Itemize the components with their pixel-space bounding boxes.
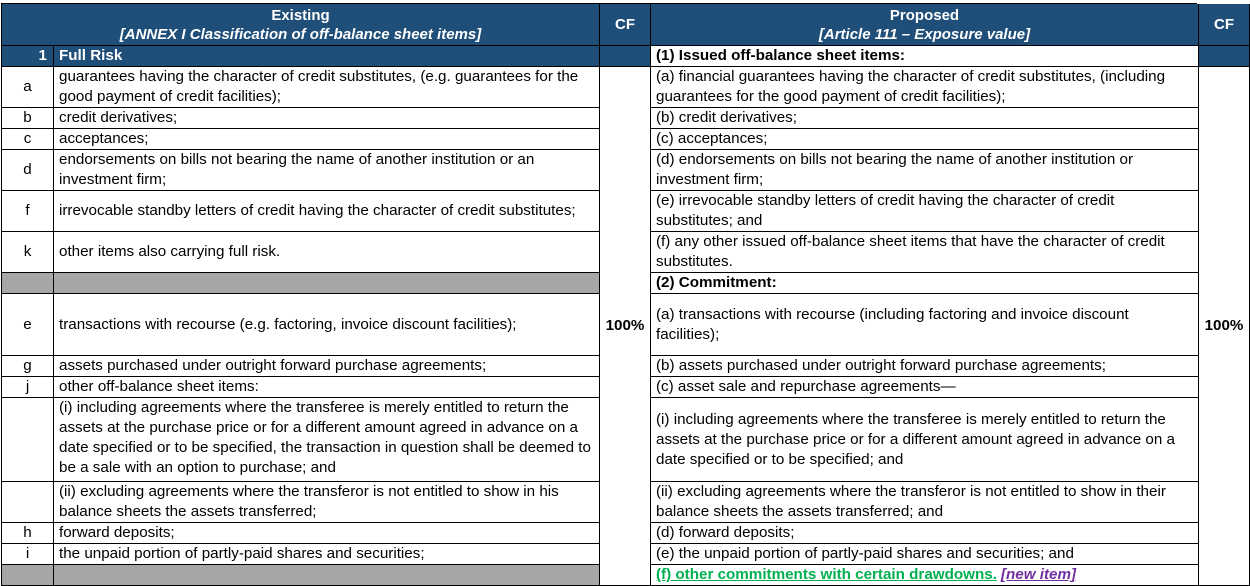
proposed-row-text: (d) forward deposits; (651, 523, 1199, 544)
proposed-section2-title: (2) Commitment: (651, 273, 1199, 294)
existing-row-text: assets purchased under outright forward purchase agreements; (54, 356, 600, 377)
existing-row-letter: g (2, 356, 54, 377)
proposed-row-text: (i) including agreements where the transferee is merely entitled to return the assets at the purchase price or for a different amount agreed in advance on a date specified or to be specified; and (651, 398, 1199, 482)
proposed-row-text: (c) asset sale and repurchase agreements— (651, 377, 1199, 398)
existing-cf-value: 100% (600, 67, 651, 586)
existing-row-text: acceptances; (54, 129, 600, 150)
existing-row-letter: e (2, 294, 54, 356)
existing-grey-spacer (2, 273, 54, 294)
existing-section-title: Full Risk (54, 46, 600, 67)
comparison-table (1, 3, 1244, 586)
proposed-new-item-row (651, 565, 1199, 586)
proposed-row-text: (e) the unpaid portion of partly-paid shares and securities; and (651, 544, 1199, 565)
existing-row-letter (2, 482, 54, 523)
existing-row-letter: a (2, 67, 54, 108)
existing-row-letter: h (2, 523, 54, 544)
proposed-row-text: (ii) excluding agreements where the transferor is not entitled to show in their balance sheets the assets transferred; and (651, 482, 1199, 523)
existing-row-text: forward deposits; (54, 523, 600, 544)
existing-row-letter: b (2, 108, 54, 129)
existing-row-letter: d (2, 150, 54, 191)
proposed-new-item-text: (f) other commitments with certain drawdowns. (656, 566, 997, 583)
proposed-header (651, 4, 1199, 46)
proposed-row-text: (a) transactions with recourse (including factoring and invoice discount facilities); (651, 294, 1199, 356)
existing-row-text: (ii) excluding agreements where the transferor is not entitled to show in his balance sheets the assets transferred; (54, 482, 600, 523)
existing-row-letter: i (2, 544, 54, 565)
existing-title: Existing (271, 6, 330, 24)
existing-row-text: other off-balance sheet items: (54, 377, 600, 398)
proposed-section1-title: (1) Issued off-balance sheet items: (651, 46, 1199, 67)
proposed-cf-header: CF (1199, 4, 1250, 46)
new-item-tag: [new item] (1000, 566, 1077, 583)
proposed-cf-value: 100% (1199, 67, 1250, 586)
existing-header (2, 4, 600, 46)
existing-cf-section-cell (600, 46, 651, 67)
existing-subtitle: [ANNEX I Classification of off-balance sheet items] (119, 25, 482, 43)
proposed-cf-section-cell (1199, 46, 1250, 67)
existing-row-letter (2, 398, 54, 482)
existing-row-text: (i) including agreements where the transferee is merely entitled to return the assets at the purchase price or for a different amount agreed in advance on a date specified or to be specified, the transaction in question shall be deemed to be a sale with an option to purchase; and (54, 398, 600, 482)
existing-row-text: irrevocable standby letters of credit having the character of credit substitutes; (54, 191, 600, 232)
existing-row-letter: c (2, 129, 54, 150)
existing-row-text: other items also carrying full risk. (54, 232, 600, 273)
existing-section-number: 1 (2, 46, 54, 67)
existing-row-text: credit derivatives; (54, 108, 600, 129)
existing-row-letter: j (2, 377, 54, 398)
proposed-row-text: (c) acceptances; (651, 129, 1199, 150)
proposed-row-text: (b) credit derivatives; (651, 108, 1199, 129)
proposed-row-text: (f) any other issued off-balance sheet items that have the character of credit substitutes. (651, 232, 1199, 273)
existing-grey-spacer (54, 273, 600, 294)
existing-row-letter: f (2, 191, 54, 232)
existing-row-text: transactions with recourse (e.g. factoring, invoice discount facilities); (54, 294, 600, 356)
proposed-row-text: (a) financial guarantees having the character of credit substitutes, (including guarantees for the good payment of credit facilities); (651, 67, 1199, 108)
proposed-subtitle: [Article 111 – Exposure value] (818, 25, 1031, 43)
proposed-row-text: (e) irrevocable standby letters of credit having the character of credit substitutes; and (651, 191, 1199, 232)
existing-row-text: endorsements on bills not bearing the name of another institution or an investment firm; (54, 150, 600, 191)
existing-row-text: guarantees having the character of credit substitutes, (e.g. guarantees for the good payment of credit facilities); (54, 67, 600, 108)
existing-row-letter: k (2, 232, 54, 273)
proposed-row-text: (d) endorsements on bills not bearing the name of another institution or investment firm; (651, 150, 1199, 191)
proposed-title: Proposed (889, 6, 960, 24)
existing-row-text: the unpaid portion of partly-paid shares and securities; (54, 544, 600, 565)
proposed-row-text: (b) assets purchased under outright forward purchase agreements; (651, 356, 1199, 377)
existing-grey-spacer (54, 565, 600, 586)
existing-grey-spacer (2, 565, 54, 586)
existing-cf-header: CF (600, 4, 651, 46)
